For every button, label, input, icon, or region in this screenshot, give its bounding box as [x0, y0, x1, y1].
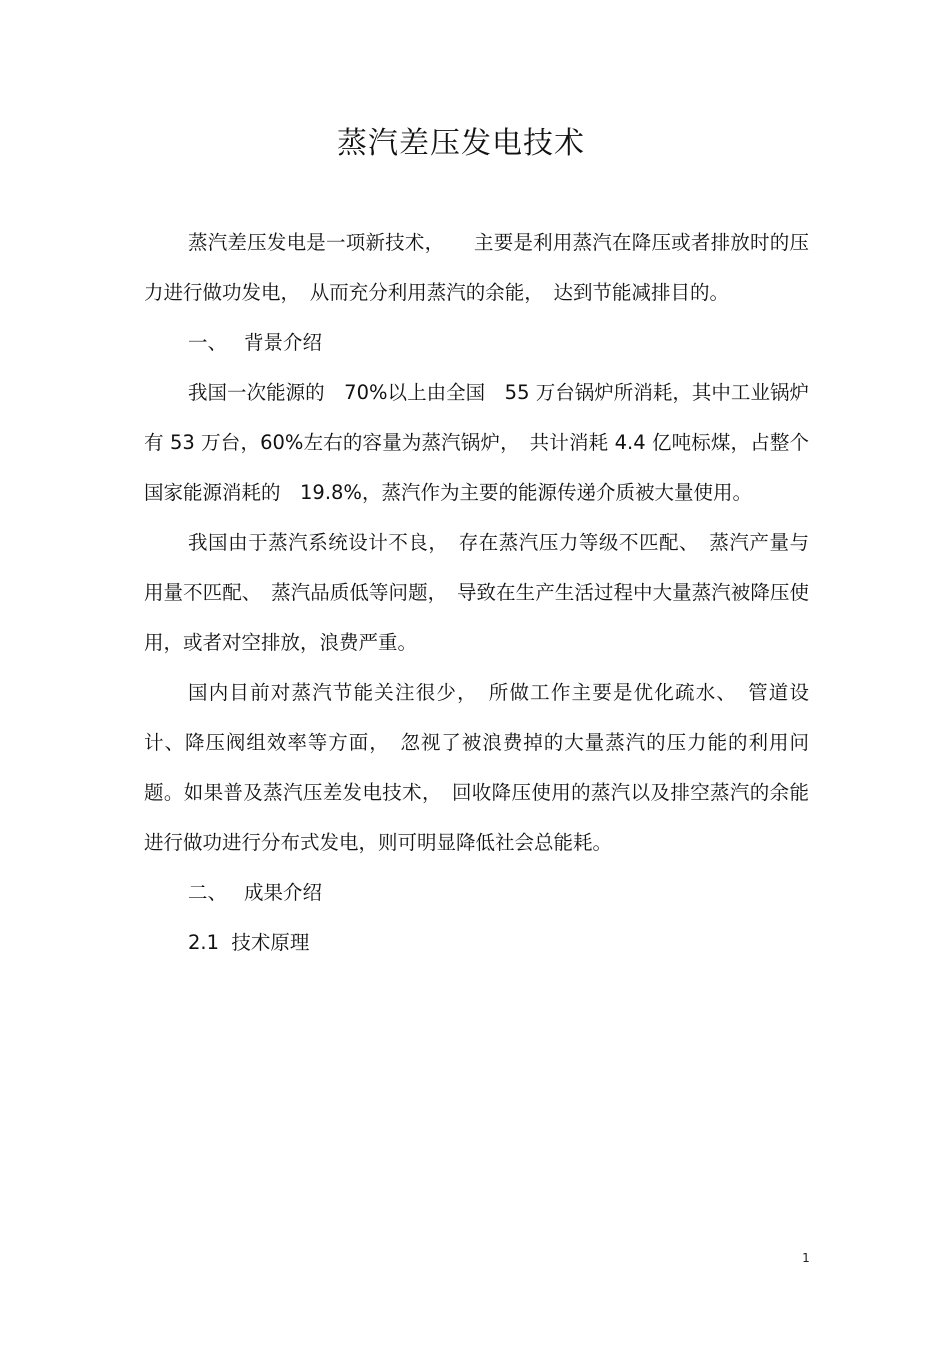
section-1-paragraph-3: 国内目前对蒸汽节能关注很少， 所做工作主要是优化疏水、 管道设计、降压阀组效率等方面， 忽视了被浪费掉的大量蒸汽的压力能的利用问题。如果普及蒸汽压差发电技术， 回收降压使用的蒸汽以及排空蒸汽的余能进行做功进行分布式发电，则可明显降低社会总能耗。	[144, 681, 809, 854]
section-1-number: 一、	[188, 331, 228, 354]
section-1-paragraph-2: 我国由于蒸汽系统设计不良， 存在蒸汽压力等级不匹配、 蒸汽产量与用量不匹配、 蒸汽品质低等问题， 导致在生产生活过程中大量蒸汽被降压使用，或者对空排放，浪费严重。	[144, 531, 809, 654]
section-2-title: 成果介绍	[244, 881, 323, 904]
section-1-heading	[144, 318, 809, 368]
section-1-paragraph-1: 我国一次能源的 70%以上由全国 55 万台锅炉所消耗，其中工业锅炉有 53 万台，60%左右的容量为蒸汽锅炉， 共计消耗 4.4 亿吨标煤，占整个国家能源消耗的 19.8%，蒸汽作为主要的能源传递介质被大量使用。	[144, 381, 809, 504]
section-2-number: 二、	[188, 881, 228, 904]
subsection-2-1-number: 2.1	[188, 931, 220, 954]
subsection-2-1-heading	[144, 918, 809, 968]
section-2-heading	[144, 868, 809, 918]
page-number: 1	[802, 1251, 810, 1265]
intro-paragraph: 蒸汽差压发电是一项新技术， 主要是利用蒸汽在降压或者排放时的压力进行做功发电， 从而充分利用蒸汽的余能， 达到节能减排目的。	[144, 231, 809, 304]
document-title: 蒸汽差压发电技术	[337, 126, 585, 161]
subsection-2-1-title: 技术原理	[231, 931, 310, 954]
document-body	[144, 218, 809, 968]
section-1-title: 背景介绍	[244, 331, 323, 354]
